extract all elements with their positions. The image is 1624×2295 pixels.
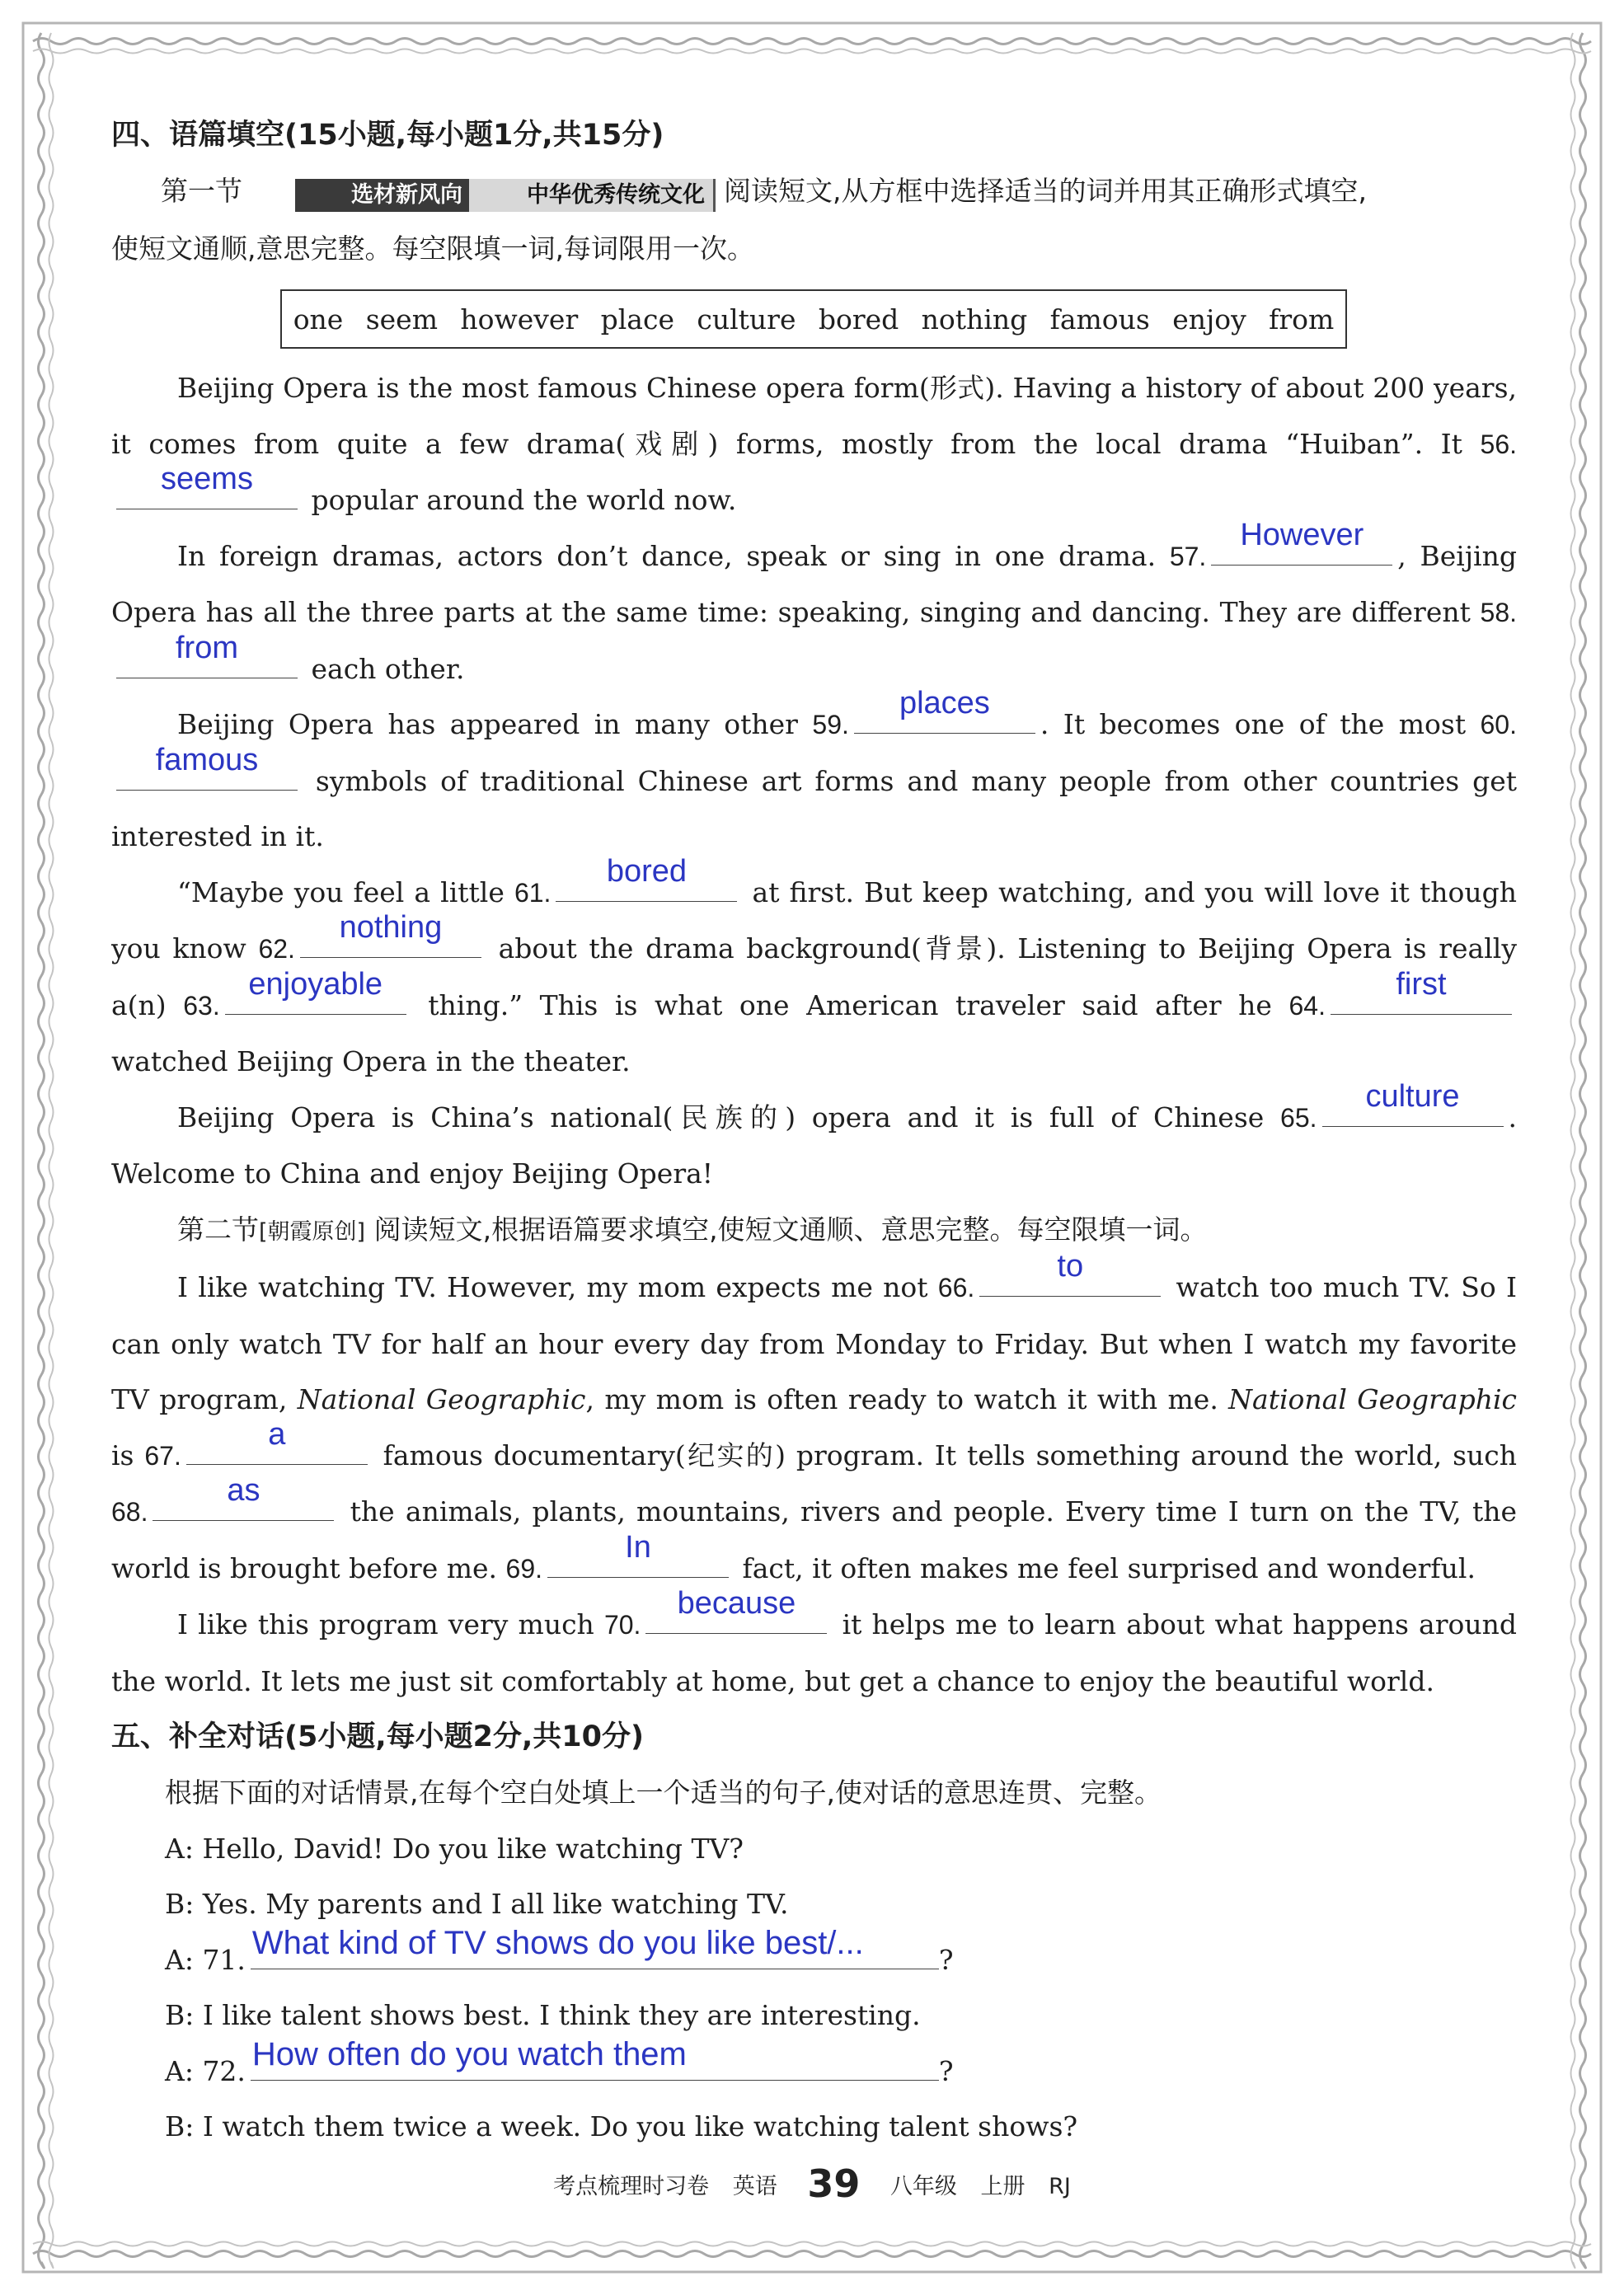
question-number: 65.	[1280, 1102, 1317, 1133]
blank-59[interactable]	[854, 686, 1035, 734]
subject: 英语	[732, 2174, 777, 2199]
dialog-line-4: B: I like talent shows best. I think they are interesting.	[165, 1999, 921, 2032]
text: about the drama background(背景). Listening to Beijing Opera is really a(n)	[111, 932, 1517, 1021]
text: Beijing Opera is the most famous Chinese opera form(形式). Having a history of about 200 years, it comes from quite a few drama(戏剧) forms, mostly from the local drama “Huiban”. It	[111, 372, 1517, 460]
word-from: from	[1269, 303, 1335, 336]
dialog-line-6: B: I watch them twice a week. Do you like watching talent shows?	[165, 2110, 1078, 2143]
word-culture: culture	[697, 303, 796, 336]
word-one: one	[293, 303, 344, 336]
grade: 八年级	[889, 2174, 957, 2199]
text: . It becomes one of the most	[1040, 708, 1467, 741]
text: symbols of traditional Chinese art forms and many people from other countries get interested in it.	[111, 764, 1517, 853]
edition: RJ	[1049, 2174, 1071, 2199]
section-5-title: 五、补全对话(5小题,每小题2分,共10分)	[111, 1720, 644, 1754]
answer-65: culture	[1365, 1078, 1460, 1114]
passage2-paragraph-2	[111, 1586, 1517, 1709]
blank-64[interactable]	[1331, 966, 1512, 1015]
blank-62[interactable]	[300, 910, 481, 958]
dialog-line-3	[111, 1924, 1517, 1988]
passage1-paragraph-5	[111, 1078, 1517, 1202]
question-number: 62.	[258, 934, 295, 964]
word-place: place	[600, 303, 674, 336]
blank-61[interactable]	[556, 853, 737, 902]
answer-66: to	[1057, 1249, 1084, 1284]
text: famous documentary(纪实的) program. It tells something around the world, such	[383, 1438, 1517, 1471]
question-number: 67.	[144, 1440, 181, 1471]
word-famous: famous	[1049, 303, 1150, 336]
text: In foreign dramas, actors don’t dance, speak or sing in one drama.	[177, 539, 1157, 572]
part2-instruction-text: 阅读短文,根据语篇要求填空,使短文通顺、意思完整。每空限填一词。	[373, 1213, 1208, 1246]
text: I like this program very much	[177, 1608, 594, 1641]
blank-60[interactable]	[116, 742, 298, 791]
word-bored: bored	[818, 303, 899, 336]
question-number: 69.	[505, 1553, 543, 1584]
dialog-line-5	[111, 2035, 1517, 2100]
answer-61: bored	[606, 853, 688, 889]
topic-badge	[246, 165, 716, 221]
text: ?	[938, 2054, 954, 2087]
answer-59: places	[899, 686, 990, 721]
blank-71[interactable]	[251, 1924, 939, 1969]
question-number: 57.	[1169, 541, 1207, 571]
question-number: 56.	[1480, 429, 1517, 459]
passage1-paragraph-4	[111, 853, 1517, 1090]
question-number: 61.	[514, 877, 552, 908]
blank-57[interactable]	[1211, 517, 1392, 566]
question-number: 68.	[111, 1497, 148, 1528]
question-number: 64.	[1288, 990, 1326, 1021]
content-area	[111, 107, 1517, 2155]
text: I like watching TV. However, my mom expects me not	[177, 1271, 928, 1304]
dialog-line-1: A: Hello, David! Do you like watching TV?	[165, 1832, 744, 1865]
blank-72[interactable]	[251, 2035, 939, 2081]
answer-63: enjoyable	[248, 966, 383, 1002]
program-title: National Geographic	[1228, 1383, 1517, 1416]
answer-67: a	[268, 1416, 286, 1452]
series-name: 考点梳理时习卷	[553, 2174, 710, 2199]
text: is	[111, 1438, 134, 1471]
word-enjoy: enjoy	[1172, 303, 1246, 336]
question-number: A: 72.	[165, 2054, 246, 2087]
text: thing.” This is what one American traveler said after he	[428, 988, 1272, 1021]
answer-62: nothing	[339, 910, 443, 946]
answer-69: In	[625, 1529, 651, 1565]
blank-70[interactable]	[645, 1586, 827, 1634]
dialog-line-2: B: Yes. My parents and I all like watching TV.	[165, 1888, 789, 1921]
text: , my mom is often ready to watch it with me.	[585, 1383, 1218, 1416]
word-however: however	[460, 303, 579, 336]
question-number: 70.	[603, 1610, 641, 1640]
question-number: 60.	[1480, 710, 1517, 740]
original-tag: [朝霞原创]	[259, 1218, 366, 1245]
answer-56: seems	[161, 462, 253, 497]
text: “Maybe you feel a little	[177, 875, 505, 908]
part2-instruction	[111, 1202, 1517, 1260]
text: at first. But keep watching, and you will love it though you know	[111, 875, 1517, 965]
badge-new-trend: 选材新风向	[295, 179, 469, 212]
text: the animals, plants, mountains, rivers and people. Every time I turn on the TV, the world is brought before me.	[111, 1495, 1517, 1584]
text: each other.	[311, 652, 465, 685]
text: Beijing Opera is China’s national(民族的) opera and it is full of Chinese	[177, 1101, 1265, 1133]
answer-71: What kind of TV shows do you like best/...	[251, 1924, 864, 1961]
blank-58[interactable]	[116, 630, 298, 678]
part1-label: 第一节	[161, 175, 242, 207]
text: watched Beijing Opera in the theater.	[111, 1045, 631, 1078]
answer-60: famous	[155, 742, 259, 777]
answer-70: because	[677, 1586, 796, 1622]
section-4-title: 四、语篇填空(15小题,每小题1分,共15分)	[111, 119, 664, 152]
answer-57: However	[1240, 517, 1364, 552]
word-box	[280, 289, 1347, 349]
passage1-paragraph-3	[111, 686, 1517, 865]
blank-66[interactable]	[979, 1249, 1161, 1297]
passage2-paragraph-1	[111, 1249, 1517, 1597]
passage1-paragraph-1	[111, 360, 1517, 528]
volume: 上册	[980, 2174, 1026, 2199]
text: watch too much TV. So I can only watch TV for half an hour every day from Monday to Friday. But when I watch my favorite TV program,	[111, 1271, 1517, 1416]
question-number: 59.	[812, 710, 849, 740]
blank-63[interactable]	[225, 966, 406, 1015]
question-number: 58.	[1480, 598, 1517, 628]
answer-64: first	[1396, 966, 1447, 1002]
part1-instruction-b: 使短文通顺,意思完整。每空限填一词,每词限用一次。	[111, 232, 754, 265]
text: , Beijing Opera has all the three parts at the same time: speaking, singing and dancing. They are different	[111, 539, 1517, 629]
text: . Welcome to China and enjoy Beijing Opera!	[111, 1101, 1517, 1190]
text: Beijing Opera has appeared in many other	[177, 708, 798, 741]
blank-65[interactable]	[1322, 1078, 1504, 1127]
blank-56[interactable]	[116, 462, 298, 509]
badge-chinese-culture: 中华优秀传统文化	[469, 179, 716, 212]
blank-67[interactable]	[186, 1416, 368, 1465]
question-number: 63.	[183, 990, 220, 1021]
page-number: 39	[807, 2161, 861, 2206]
answer-72: How often do you watch them	[251, 2035, 687, 2072]
passage1-paragraph-2	[111, 517, 1517, 697]
page-footer	[0, 2161, 1624, 2206]
part2-label: 第二节	[177, 1213, 259, 1246]
answer-58: from	[176, 630, 238, 665]
text: it helps me to learn about what happens around the world. It lets me just sit comfortably at home, but get a chance to enjoy the beautiful world.	[111, 1608, 1517, 1697]
text: popular around the world now.	[311, 484, 737, 517]
answer-68: as	[227, 1473, 260, 1509]
part1-instruction-a: 阅读短文,从方框中选择适当的词并用其正确形式填空,	[724, 175, 1367, 207]
program-title: National Geographic	[297, 1383, 586, 1416]
question-number: 66.	[937, 1273, 975, 1303]
word-nothing: nothing	[921, 303, 1028, 336]
section-5-instruction: 根据下面的对话情景,在每个空白处填上一个适当的句子,使对话的意思连贯、完整。	[165, 1776, 1162, 1809]
blank-69[interactable]	[547, 1529, 729, 1578]
question-number: A: 71.	[165, 1943, 246, 1976]
word-seem: seem	[365, 303, 439, 336]
part1-instruction	[111, 163, 1517, 221]
blank-68[interactable]	[153, 1473, 334, 1521]
text: ?	[938, 1943, 954, 1976]
text: fact, it often makes me feel surprised and wonderful.	[742, 1551, 1476, 1584]
